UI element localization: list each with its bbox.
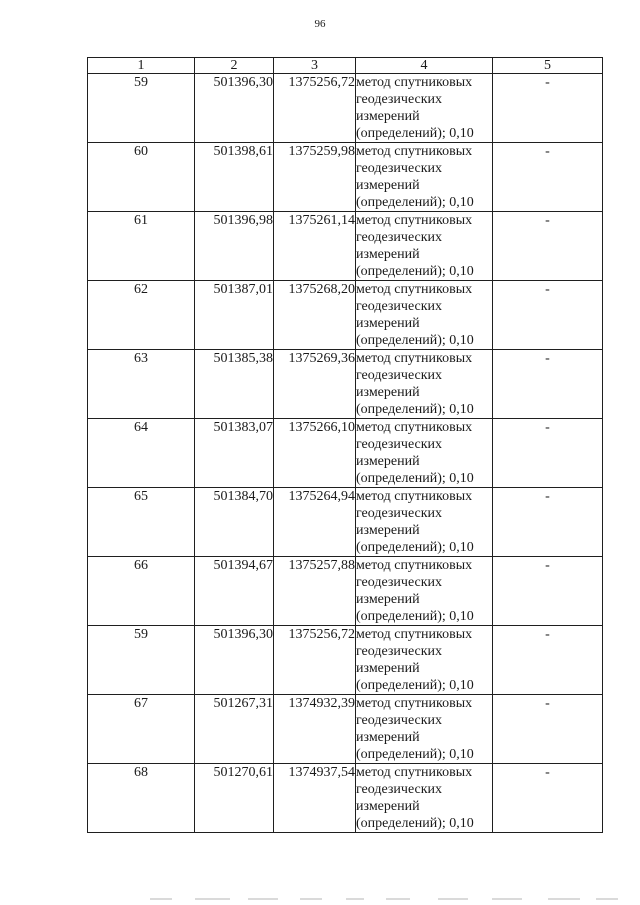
method-text-line: геодезических [356,161,443,176]
y-coordinate-cell: 1375256,72 [274,626,356,695]
method-text-line: измерений [356,178,420,193]
point-number-cell: 67 [88,695,195,764]
method-text-line: геодезических [356,713,443,728]
note-cell: - [493,488,603,557]
method-cell [356,143,493,212]
page-number: 96 [314,18,326,30]
method-text-line: геодезических [356,299,443,314]
method-text-line: метод спутниковых [356,627,473,642]
method-text-line: метод спутниковых [356,282,473,297]
x-coordinate-cell: 501396,30 [195,626,274,695]
y-coordinate-cell: 1375269,36 [274,350,356,419]
method-cell [356,74,493,143]
method-text-line: метод спутниковых [356,696,473,711]
method-text-line: геодезических [356,92,443,107]
method-text-line: метод спутниковых [356,144,473,159]
method-text-line: (определений); 0,10 [356,402,474,417]
method-text-line: измерений [356,592,420,607]
method-text-line: геодезических [356,368,443,383]
method-cell [356,695,493,764]
x-coordinate-cell: 501270,61 [195,764,274,833]
method-text-line: измерений [356,454,420,469]
method-text-line: измерений [356,247,420,262]
point-number-cell: 65 [88,488,195,557]
y-coordinate-cell: 1375261,14 [274,212,356,281]
y-coordinate-cell: 1374932,39 [274,695,356,764]
point-number-cell: 68 [88,764,195,833]
header-col-5: 5 [493,58,603,74]
method-text-line: измерений [356,799,420,814]
table-row [88,419,603,488]
table-body [88,74,603,833]
table-row [88,143,603,212]
y-coordinate-cell: 1375257,88 [274,557,356,626]
method-text-line: метод спутниковых [356,420,473,435]
method-text-line: (определений); 0,10 [356,126,474,141]
method-text-line: геодезических [356,506,443,521]
method-cell [356,350,493,419]
note-cell: - [493,143,603,212]
table-row [88,695,603,764]
method-text-line: измерений [356,730,420,745]
method-text-line: (определений); 0,10 [356,678,474,693]
point-number-cell: 61 [88,212,195,281]
header-col-1: 1 [88,58,195,74]
point-number-cell: 66 [88,557,195,626]
table-row [88,764,603,833]
note-cell: - [493,419,603,488]
method-text-line: измерений [356,385,420,400]
table-row [88,557,603,626]
note-cell: - [493,74,603,143]
y-coordinate-cell: 1375268,20 [274,281,356,350]
table-row [88,626,603,695]
x-coordinate-cell: 501384,70 [195,488,274,557]
x-coordinate-cell: 501383,07 [195,419,274,488]
x-coordinate-cell: 501385,38 [195,350,274,419]
method-text-line: геодезических [356,644,443,659]
method-text-line: геодезических [356,437,443,452]
point-number-cell: 63 [88,350,195,419]
method-text-line: (определений); 0,10 [356,264,474,279]
method-cell [356,419,493,488]
method-text-line: (определений); 0,10 [356,195,474,210]
method-text-line: геодезических [356,575,443,590]
method-text-line: метод спутниковых [356,351,473,366]
note-cell: - [493,626,603,695]
method-text-line: метод спутниковых [356,765,473,780]
note-cell: - [493,557,603,626]
point-number-cell: 59 [88,626,195,695]
point-number-cell: 62 [88,281,195,350]
table-row [88,488,603,557]
table-row [88,74,603,143]
method-text-line: измерений [356,661,420,676]
method-text-line: метод спутниковых [356,489,473,504]
header-col-2: 2 [195,58,274,74]
method-text-line: измерений [356,109,420,124]
method-text-line: измерений [356,523,420,538]
method-text-line: геодезических [356,230,443,245]
method-cell [356,281,493,350]
y-coordinate-cell: 1375259,98 [274,143,356,212]
note-cell: - [493,281,603,350]
x-coordinate-cell: 501396,30 [195,74,274,143]
method-text-line: (определений); 0,10 [356,816,474,831]
method-text-line: геодезических [356,782,443,797]
header-col-4: 4 [356,58,493,74]
y-coordinate-cell: 1375256,72 [274,74,356,143]
method-cell [356,488,493,557]
method-text-line: метод спутниковых [356,75,473,90]
method-text-line: измерений [356,316,420,331]
method-text-line: (определений); 0,10 [356,747,474,762]
y-coordinate-cell: 1375264,94 [274,488,356,557]
footer-scan-noise [150,897,620,901]
method-text-line: (определений); 0,10 [356,471,474,486]
method-text-line: (определений); 0,10 [356,540,474,555]
x-coordinate-cell: 501394,67 [195,557,274,626]
note-cell: - [493,764,603,833]
point-number-cell: 64 [88,419,195,488]
header-col-3: 3 [274,58,356,74]
method-text-line: (определений); 0,10 [356,609,474,624]
method-text-line: метод спутниковых [356,558,473,573]
table-header-row [88,58,603,74]
y-coordinate-cell: 1374937,54 [274,764,356,833]
x-coordinate-cell: 501387,01 [195,281,274,350]
table-row [88,281,603,350]
note-cell: - [493,695,603,764]
x-coordinate-cell: 501267,31 [195,695,274,764]
method-cell [356,626,493,695]
method-cell [356,212,493,281]
x-coordinate-cell: 501398,61 [195,143,274,212]
coordinates-table [87,57,603,833]
method-cell [356,557,493,626]
method-text-line: метод спутниковых [356,213,473,228]
y-coordinate-cell: 1375266,10 [274,419,356,488]
note-cell: - [493,350,603,419]
method-cell [356,764,493,833]
point-number-cell: 60 [88,143,195,212]
method-text-line: (определений); 0,10 [356,333,474,348]
table-row [88,350,603,419]
table-row [88,212,603,281]
point-number-cell: 59 [88,74,195,143]
note-cell: - [493,212,603,281]
x-coordinate-cell: 501396,98 [195,212,274,281]
